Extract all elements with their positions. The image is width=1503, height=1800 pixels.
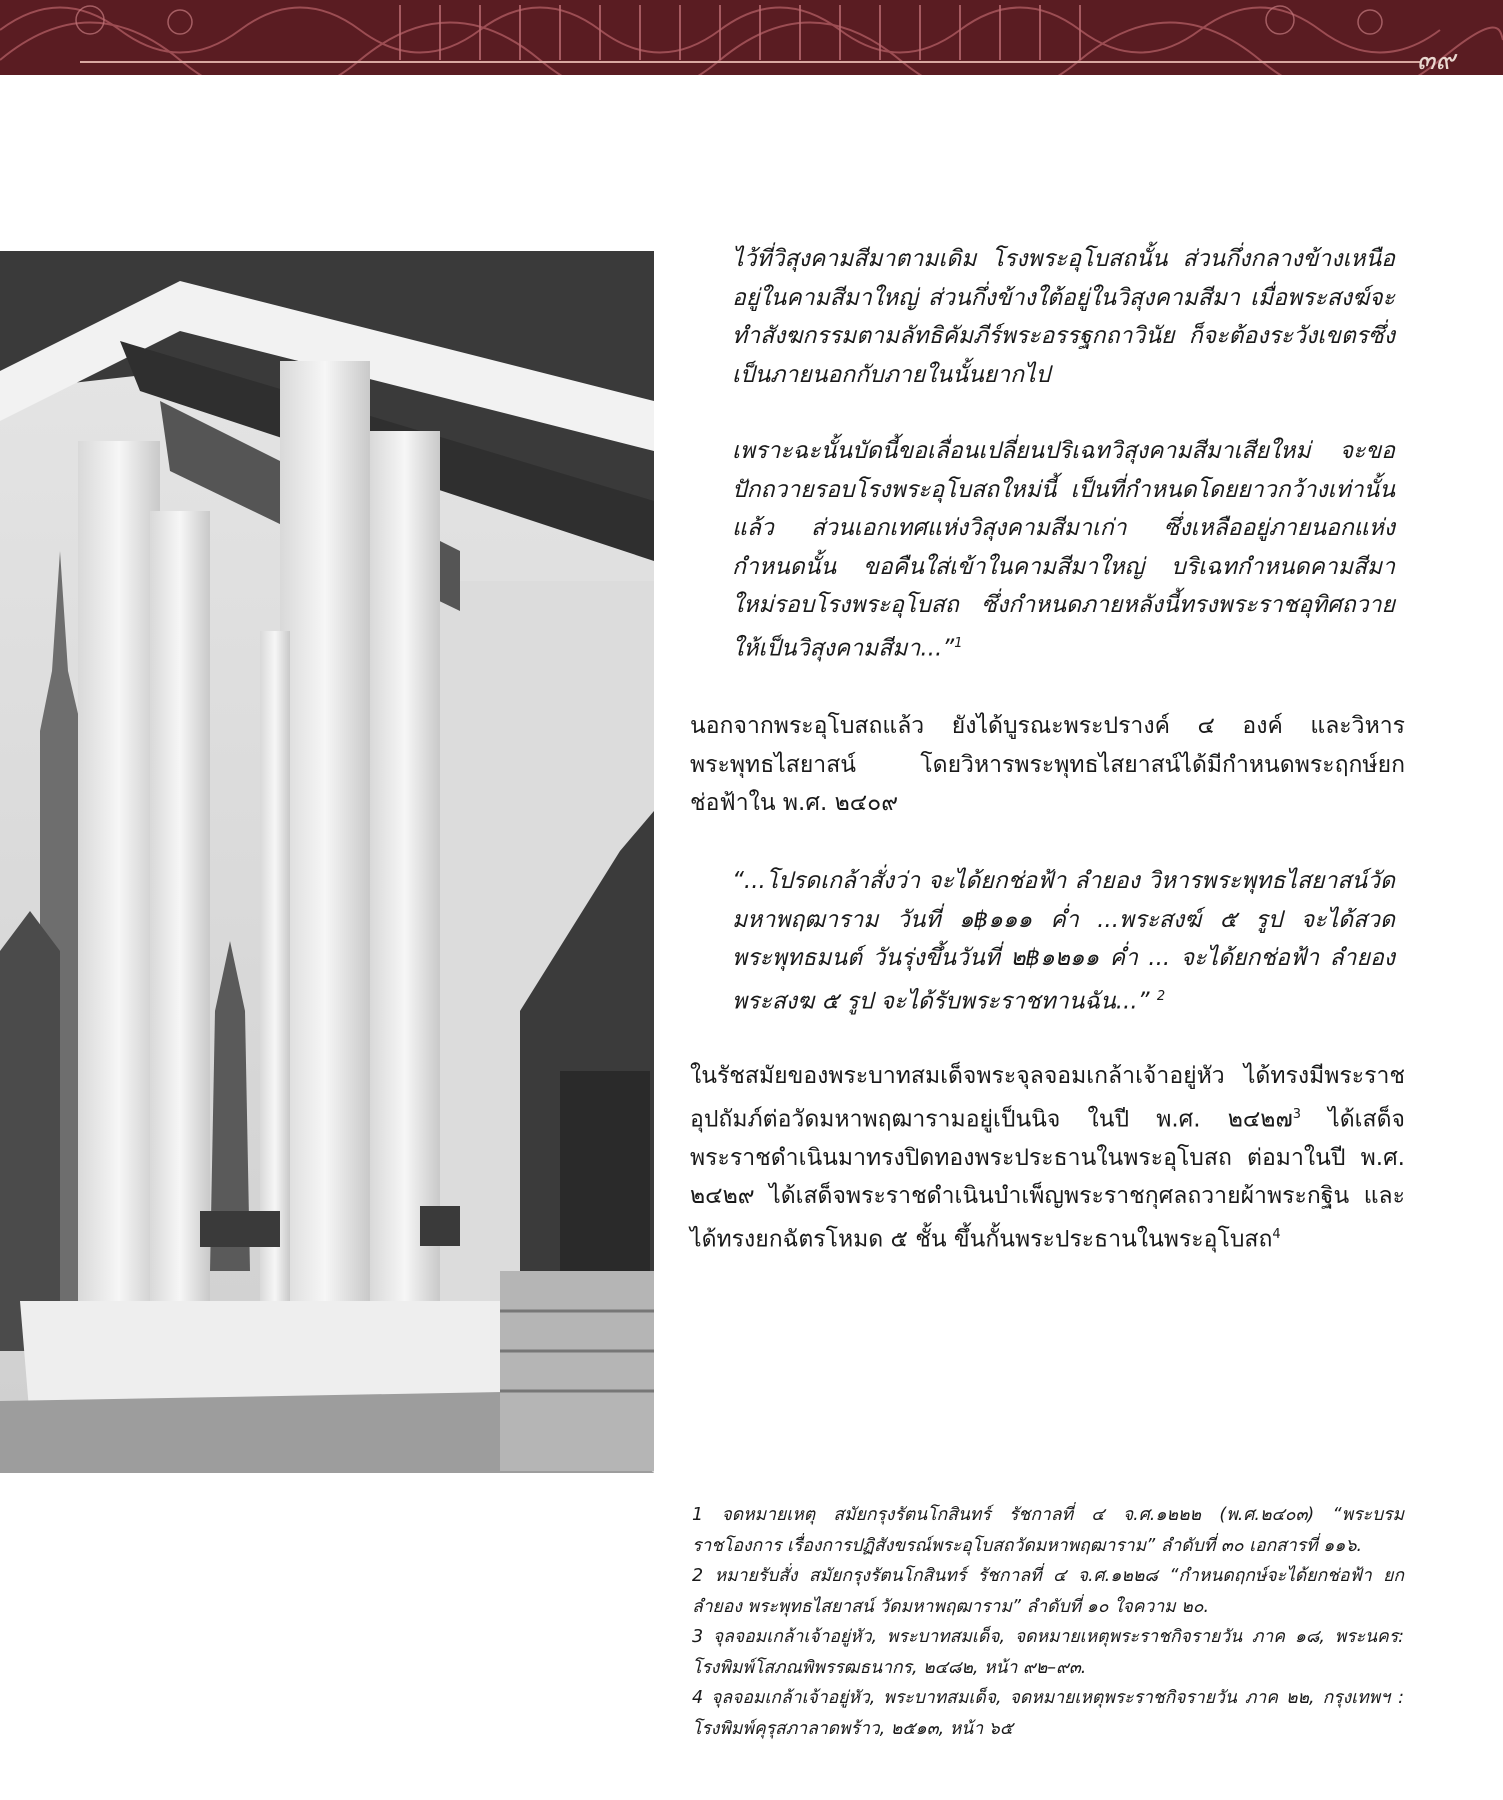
temple-hall-icon [0,251,654,1473]
footnotes [692,1500,1404,1744]
footnote-4: 4 จุลจอมเกล้าเจ้าอยู่หัว, พระบาทสมเด็จ, จดหมายเหตุพระราชกิจรายวัน ภาค ๒๒, กรุงเทพฯ : โรงพิมพ์คุรุสภาลาดพร้าว, ๒๕๑๓, หน้า ๖๕ [692,1688,1404,1739]
page-number: ๓๙ [1416,45,1455,75]
header-banner [0,0,1503,75]
footnote-1: 1 จดหมายเหตุ สมัยกรุงรัตนโกสินทร์ รัชกาลที่ ๔ จ.ศ.๑๒๒๒ (พ.ศ.๒๔๐๓) “พระบรมราชโองการ เรื่องการปฏิสังขรณ์พระอุโบสถวัดมหาพฤฒาราม” ลำดับที่ ๓๐ เอกสารที่ ๑๑๖. [692,1505,1404,1556]
body-paragraph-2 [690,1057,1405,1259]
footnote-ref-3: 3 [1292,1106,1302,1122]
body-paragraph-2-a: ในรัชสมัยของพระบาทสมเด็จพระจุลจอมเกล้าเจ้าอยู่หัว ได้ทรงมีพระราชอุปถัมภ์ต่อวัดมหาพฤฒารามอยู่เป็นนิจ ในปี พ.ศ. ๒๔๒๗ [690,1063,1405,1133]
ornament-pattern-icon [0,0,1503,75]
body-paragraph-1: นอกจากพระอุโบสถแล้ว ยังได้บูรณะพระปรางค์ ๔ องค์ และวิหารพระพุทธไสยาสน์ โดยวิหารพระพุทธไสยาสน์ได้มีกำหนดพระฤกษ์ยกช่อฟ้าใน พ.ศ. ๒๔๐๙ [690,713,1405,816]
body-paragraph-1-block [690,707,1405,823]
quote-paragraph-2 [690,432,1405,668]
quote-paragraph-1: ไว้ที่วิสุงคามสีมาตามเดิม โรงพระอุโบสถนั้น ส่วนกึ่งกลางข้างเหนืออยู่ในคามสีมาใหญ่ ส่วนกึ่งข้างใต้อยู่ในวิสุงคามสีมา เมื่อพระสงฆ์จะทำสังฆกรรมตามลัทธิคัมภีร์พระอรรฐกถาวินัย ก็จะต้องระวังเขตรซึ่งเป็นภายนอกกับภายในนั้นยากไป [732,246,1395,388]
quote-block-2 [690,432,1405,668]
quote-3-text: “...โปรดเกล้าสั่งว่า จะได้ยกช่อฟ้า ลำยอง วิหารพระพุทธไสยาสน์วัดมหาพฤฒาราม วันที่ ๑฿๑๑๑ ค่ำ ...พระสงฆ์ ๕ รูป จะได้สวดพระพุทธมนต์ วันรุ่งขึ้นวันที่ ๒฿๑๒๑๑ ค่ำ ... จะได้ยกช่อฟ้า ลำยอง พระสงฆ ๕ รูป จะได้รับพระราชทานฉัน...” [732,868,1395,1015]
footnote-2: 2 หมายรับสั่ง สมัยกรุงรัตนโกสินทร์ รัชกาลที่ ๔ จ.ศ.๑๒๒๘ “กำหนดฤกษ์จะได้ยกช่อฟ้า ยกลำยอง พระพุทธไสยาสน์ วัดมหาพฤฒาราม” ลำดับที่ ๑๐ ใจความ ๒๐. [692,1566,1404,1617]
footnote-ref-2: 2 [1156,988,1166,1004]
body-paragraph-2-block [690,1057,1405,1259]
quote-block-3 [690,862,1405,1021]
quote-continued [690,240,1405,394]
body-paragraph-2-b: ได้เสด็จพระราชดำเนินมาทรงปิดทองพระประธานในพระอุโบสถ ต่อมาในปี พ.ศ. ๒๔๒๙ ได้เสด็จพระราชดำเนินบำเพ็ญพระราชกุศลถวายผ้าพระกฐิน และได้ทรงยกฉัตรโหมด ๕ ชั้น ขึ้นกั้นพระประธานในพระอุโบสถ [690,1106,1405,1253]
footnote-ref-1: 1 [954,635,963,651]
footnote-ref-4: 4 [1272,1226,1281,1242]
temple-hall-photo [0,251,654,1473]
footnote-3: 3 จุลจอมเกล้าเจ้าอยู่หัว, พระบาทสมเด็จ, จดหมายเหตุพระราชกิจรายวัน ภาค ๑๘, พระนคร: โรงพิมพ์โสภณพิพรรฒธนากร, ๒๔๘๒, หน้า ๙๒–๙๓. [692,1627,1404,1678]
quote-paragraph-3 [690,862,1405,1021]
quote-2-text: เพราะฉะนั้นบัดนี้ขอเลื่อนเปลี่ยนปริเฉทวิสุงคามสีมาเสียใหม่ จะขอปักถวายรอบโรงพระอุโบสถใหม่นี้ เป็นที่กำหนดโดยยาวกว้างเท่านั้นแล้ว ส่วนเอกเทศแห่งวิสุงคามสีมาเก่า ซึ่งเหลืออยู่ภายนอกแห่งกำหนดนั้น ขอคืนใส่เข้าในคามสีมาใหญ่ บริเฉทกำหนดคามสีมาใหม่รอบโรงพระอุโบสถ ซึ่งกำหนดภายหลังนี้ทรงพระราชอุทิศถวายให้เป็นวิสุงคามสีมา...” [732,438,1395,662]
